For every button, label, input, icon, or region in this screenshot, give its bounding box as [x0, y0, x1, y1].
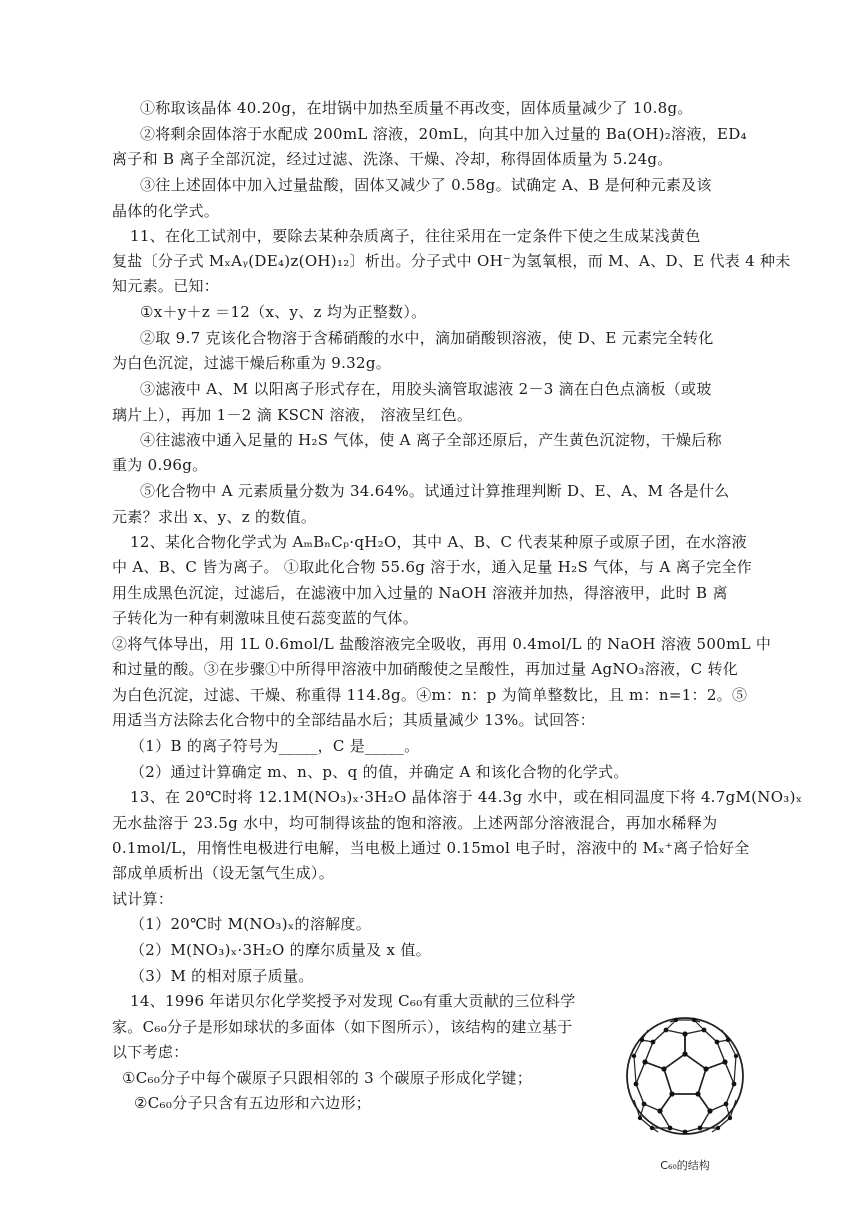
text-line: ②C₆₀分子只含有五边形和六边形； [134, 1094, 372, 1112]
text-line: 知元素。已知： [112, 277, 220, 295]
text-line: 晶体的化学式。 [112, 202, 220, 220]
text-line: 0.1mol/L，用惰性电极进行电解，当电极上通过 0.15mol 电子时，溶液中的 Mₓ⁺离子恰好全 [112, 839, 750, 857]
text-line: （1）20℃时 M(NO₃)ₓ的溶解度。 [130, 915, 372, 933]
text-line: ①C₆₀分子中每个碳原子只跟相邻的 3 个碳原子形成化学键； [122, 1069, 533, 1087]
text-line: 子转化为一种有刺激味且使石蕊变蓝的气体。 [112, 609, 419, 627]
text-line: ②将气体导出，用 1L 0.6mol/L 盐酸溶液完全吸收，再用 0.4mol/L 的 NaOH 溶液 500mL 中 [112, 635, 772, 653]
text-line: 璃片上），再加 1－2 滴 KSCN 溶液， 溶液呈红色。 [112, 406, 473, 424]
text-line: 家。C₆₀分子是形如球状的多面体（如下图所示），该结构的建立基于 [112, 1018, 573, 1036]
text-line: 离子和 B 离子全部沉淀，经过过滤、洗涤、干燥、冷却，称得固体质量为 5.24g。 [112, 150, 673, 168]
text-line: （2）通过计算确定 m、n、p、q 的值，并确定 A 和该化合物的化学式。 [130, 763, 629, 781]
text-line: 试计算： [112, 890, 174, 908]
text-line: ②将剩余固体溶于水配成 200mL 溶液，20mL，向其中加入过量的 Ba(OH)₂溶液，ED₄ [140, 125, 747, 143]
text-line: （3）M 的相对原子质量。 [130, 967, 314, 985]
text-line: （1）B 的离子符号为_____，C 是_____。 [130, 737, 420, 755]
text-line: 12、某化合物化学式为 AₘBₙCₚ·qH₂O，其中 A、B、C 代表某种原子或原子团，在水溶液 [130, 533, 747, 551]
figure-caption: C₆₀的结构 [660, 1159, 710, 1172]
text-line: 11、在化工试剂中，要除去某种杂质离子，往往采用在一定条件下使之生成某浅黄色 [130, 227, 701, 245]
text-line: ③往上述固体中加入过量盐酸，固体又减少了 0.58g。试确定 A、B 是何种元素及该 [140, 176, 712, 194]
text-line: ③滤液中 A、M 以阳离子形式存在，用胶头滴管取滤液 2－3 滴在白色点滴板（或玻 [140, 380, 712, 398]
text-line: 重为 0.96g。 [112, 456, 208, 474]
text-line: 14、1996 年诺贝尔化学奖授予对发现 C₆₀有重大贡献的三位科学 [130, 992, 576, 1010]
text-line: 部成单质析出（设无氢气生成）。 [112, 864, 335, 882]
text-line: 复盐〔分子式 MₓAᵧ(DE₄)z(OH)₁₂〕析出。分子式中 OH⁻为氢氧根，而 M、A、D、E 代表 4 种未 [112, 252, 791, 270]
text-line: 为白色沉淀，过滤干燥后称重为 9.32g。 [112, 354, 392, 372]
text-line: 用生成黑色沉淀，过滤后，在滤液中加入过量的 NaOH 溶液并加热，得溶液甲，此时 B 离 [112, 584, 728, 602]
text-line: ④往滤液中通入足量的 H₂S 气体，使 A 离子全部还原后，产生黄色沉淀物，干燥后称 [140, 431, 722, 449]
text-line: 和过量的酸。③在步骤①中所得甲溶液中加硝酸使之呈酸性，再加过量 AgNO₃溶液，C 转化 [112, 660, 739, 678]
text-line: ②取 9.7 克该化合物溶于含稀硝酸的水中，滴加硝酸钡溶液，使 D、E 元素完全转化 [140, 329, 714, 347]
text-line: 为白色沉淀，过滤、干燥、称重得 114.8g。④m：n：p 为简单整数比，且 m：n=1：2。⑤ [112, 686, 748, 704]
text-line: 中 A、B、C 皆为离子。 ①取此化合物 55.6g 溶于水，通入足量 H₂S 气体，与 A 离子完全作 [112, 558, 753, 576]
text-line: 元素？求出 x、y、z 的数值。 [112, 508, 317, 526]
text-line: 以下考虑： [112, 1043, 189, 1061]
text-line: 13、在 20℃时将 12.1M(NO₃)ₓ·3H₂O 晶体溶于 44.3g 水中，或在相同温度下将 4.7gM(NO₃)ₓ [130, 788, 803, 806]
text-line: （2）M(NO₃)ₓ·3H₂O 的摩尔质量及 x 值。 [130, 941, 431, 959]
c60-figure [622, 990, 748, 1180]
text-line: 用适当方法除去化合物中的全部结晶水后；其质量减少 13%。试回答： [112, 711, 596, 729]
text-line: ⑤化合物中 A 元素质量分数为 34.64%。试通过计算推理判断 D、E、A、M 各是什么 [140, 482, 730, 500]
text-line: 无水盐溶于 23.5g 水中，均可制得该盐的饱和溶液。上述两部分溶液混合，再加水稀释为 [112, 814, 718, 832]
c60-structure-diagram [622, 990, 748, 1158]
text-line: ①称取该晶体 40.20g，在坩锅中加热至质量不再改变，固体质量减少了 10.8g。 [140, 99, 693, 117]
text-line: ①x＋y＋z ＝12（x、y、z 均为正整数）。 [140, 303, 427, 321]
